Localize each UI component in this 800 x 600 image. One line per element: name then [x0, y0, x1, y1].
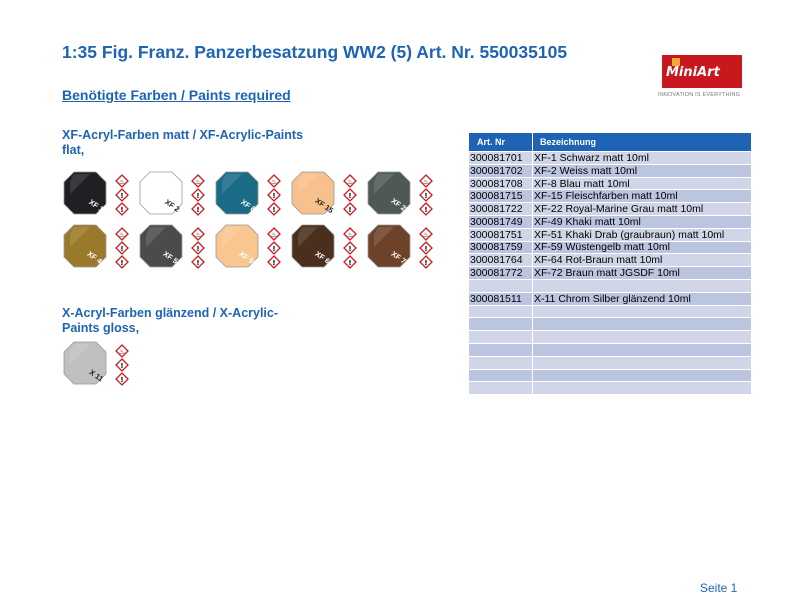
flame-hazard-icon	[420, 175, 432, 187]
bezeichnung-cell: XF-64 Rot-Braun matt 10ml	[534, 254, 663, 267]
art-nr-cell: 300081751	[469, 229, 533, 241]
gloss-paints-heading	[62, 306, 278, 336]
paint-label: XF 2	[163, 197, 182, 214]
bezeichnung-cell: XF-72 Braun matt JGSDF 10ml	[534, 267, 680, 280]
svg-text:♨: ♨	[270, 178, 278, 186]
bezeichnung-cell: XF-8 Blau matt 10ml	[534, 177, 630, 190]
svg-text:!: !	[272, 259, 276, 267]
svg-text:!: !	[348, 206, 352, 214]
flame-hazard-icon	[116, 228, 128, 240]
svg-text:!: !	[196, 245, 200, 253]
table-row	[469, 241, 751, 254]
svg-text:♨: ♨	[194, 178, 202, 186]
paint-label: XF 22	[389, 196, 412, 216]
bezeichnung-cell: XF-51 Khaki Drab (graubraun) matt 10ml	[534, 228, 725, 241]
table-row	[469, 253, 751, 266]
table-row	[469, 189, 751, 202]
flame-hazard-icon	[192, 228, 204, 240]
paint-label: XF 51	[161, 249, 184, 269]
flat-paints-heading	[62, 128, 303, 158]
table-row	[469, 215, 751, 228]
svg-text:!: !	[272, 245, 276, 253]
paint-swatch-graphic	[288, 170, 366, 220]
art-nr-cell: 300081722	[469, 203, 533, 215]
paint-label: XF 1	[87, 197, 106, 214]
svg-text:!: !	[272, 206, 276, 214]
art-nr-cell	[469, 357, 533, 369]
page-number: Seite 1	[700, 581, 738, 595]
table-row	[469, 164, 751, 177]
paint-swatch	[364, 170, 442, 220]
svg-text:!: !	[196, 192, 200, 200]
bezeichnung-cell: XF-15 Fleischfarben matt 10ml	[534, 190, 678, 203]
paint-swatch-graphic	[288, 223, 366, 273]
svg-text:!: !	[120, 245, 124, 253]
art-nr-cell	[469, 370, 533, 382]
flat-heading-line2: flat,	[62, 143, 85, 157]
bezeichnung-cell: XF-1 Schwarz matt 10ml	[534, 151, 649, 164]
health-hazard-icon	[344, 203, 356, 215]
svg-text:♨: ♨	[346, 231, 354, 239]
header-art-nr: Art. Nr	[469, 133, 533, 151]
health-hazard-icon	[344, 256, 356, 268]
paint-label: XF 64	[313, 249, 336, 269]
bezeichnung-cell: X-11 Chrom Silber glänzend 10ml	[534, 292, 691, 305]
svg-text:!: !	[348, 192, 352, 200]
exclamation-hazard-icon	[268, 189, 280, 201]
bezeichnung-cell: XF-2 Weiss matt 10ml	[534, 164, 638, 177]
table-row	[469, 343, 751, 356]
paint-swatch	[136, 170, 214, 220]
paint-swatch-graphic	[212, 170, 290, 220]
svg-text:♨: ♨	[118, 178, 126, 186]
table-row	[469, 292, 751, 305]
svg-text:♨: ♨	[118, 231, 126, 239]
flame-hazard-icon	[344, 175, 356, 187]
paint-swatch	[364, 223, 442, 273]
paint-swatch	[60, 170, 138, 220]
header-bezeichnung: Bezeichnung	[540, 137, 597, 147]
flame-hazard-icon	[192, 175, 204, 187]
paint-swatch-graphic	[136, 170, 214, 220]
svg-text:!: !	[196, 206, 200, 214]
table-row	[469, 317, 751, 330]
bezeichnung-cell: XF-59 Wüstengelb matt 10ml	[534, 241, 670, 254]
svg-text:!: !	[120, 376, 124, 384]
art-nr-cell: 300081764	[469, 254, 533, 266]
svg-text:!: !	[272, 192, 276, 200]
art-nr-cell	[469, 344, 533, 356]
gloss-heading-line1: X-Acryl-Farben glänzend / X-Acrylic-	[62, 306, 279, 320]
svg-text:!: !	[424, 192, 428, 200]
svg-text:!: !	[348, 259, 352, 267]
flat-heading-line1: XF-Acryl-Farben matt / XF-Acrylic-Paints	[62, 128, 304, 142]
health-hazard-icon	[268, 256, 280, 268]
art-nr-cell	[469, 382, 533, 394]
paint-swatch	[60, 223, 138, 273]
paint-swatch	[136, 223, 214, 273]
paint-swatch-graphic	[364, 170, 442, 220]
svg-text:♨: ♨	[346, 178, 354, 186]
table-header	[469, 133, 751, 151]
exclamation-hazard-icon	[344, 242, 356, 254]
svg-text:!: !	[424, 259, 428, 267]
paint-swatch-graphic	[364, 223, 442, 273]
exclamation-hazard-icon	[116, 189, 128, 201]
exclamation-hazard-icon	[116, 359, 128, 371]
paint-label: X 11	[87, 367, 106, 384]
svg-text:♨: ♨	[422, 231, 430, 239]
exclamation-hazard-icon	[420, 242, 432, 254]
art-nr-cell	[469, 331, 533, 343]
flame-hazard-icon	[116, 345, 128, 357]
health-hazard-icon	[116, 373, 128, 385]
paint-label: XF 15	[313, 196, 336, 216]
art-nr-cell	[469, 318, 533, 330]
paint-swatch-graphic	[60, 340, 138, 390]
exclamation-hazard-icon	[420, 189, 432, 201]
exclamation-hazard-icon	[116, 242, 128, 254]
health-hazard-icon	[116, 203, 128, 215]
table-row	[469, 356, 751, 369]
table-row	[469, 266, 751, 279]
page-title: 1:35 Fig. Franz. Panzerbesatzung WW2 (5) Art. Nr. 550035105	[62, 42, 568, 62]
art-nr-cell	[469, 306, 533, 318]
svg-text:♨: ♨	[422, 178, 430, 186]
flame-hazard-icon	[268, 228, 280, 240]
health-hazard-icon	[192, 256, 204, 268]
art-nr-cell: 300081511	[469, 293, 533, 305]
art-nr-cell: 300081749	[469, 216, 533, 228]
paint-label: XF 72	[389, 249, 412, 269]
table-row	[469, 177, 751, 190]
svg-text:!: !	[120, 362, 124, 370]
svg-text:!: !	[348, 245, 352, 253]
table-row	[469, 202, 751, 215]
svg-text:!: !	[424, 206, 428, 214]
svg-text:!: !	[196, 259, 200, 267]
logo-text: MiniArt	[666, 65, 720, 80]
bezeichnung-cell: XF-22 Royal-Marine Grau matt 10ml	[534, 203, 704, 216]
svg-text:♨: ♨	[118, 348, 126, 356]
paint-swatch	[212, 223, 290, 273]
health-hazard-icon	[268, 203, 280, 215]
paint-label: XF 59	[237, 249, 260, 269]
logo-tagline: INNOVATION IS EVERYTHING	[658, 92, 741, 98]
svg-text:!: !	[424, 245, 428, 253]
health-hazard-icon	[192, 203, 204, 215]
art-nr-cell	[469, 280, 533, 292]
paint-swatch	[212, 170, 290, 220]
paint-swatch	[288, 223, 366, 273]
art-nr-cell: 300081715	[469, 190, 533, 202]
paint-label: XF 49	[85, 249, 108, 269]
table-row	[469, 369, 751, 382]
svg-text:!: !	[120, 192, 124, 200]
flame-hazard-icon	[116, 175, 128, 187]
table-row	[469, 151, 751, 164]
bezeichnung-cell: XF-49 Khaki matt 10ml	[534, 215, 641, 228]
paint-swatch	[60, 340, 138, 390]
art-nr-cell: 300081701	[469, 152, 533, 164]
paints-table	[469, 133, 751, 394]
health-hazard-icon	[420, 256, 432, 268]
table-row	[469, 381, 751, 394]
art-nr-cell: 300081772	[469, 267, 533, 279]
exclamation-hazard-icon	[192, 189, 204, 201]
table-row	[469, 228, 751, 241]
paint-swatch-graphic	[60, 223, 138, 273]
exclamation-hazard-icon	[344, 189, 356, 201]
paint-swatch-graphic	[60, 170, 138, 220]
table-body	[469, 151, 751, 394]
paint-swatch-graphic	[212, 223, 290, 273]
art-nr-cell: 300081759	[469, 242, 533, 254]
art-nr-cell: 300081702	[469, 165, 533, 177]
flame-hazard-icon	[420, 228, 432, 240]
table-row	[469, 279, 751, 292]
flame-hazard-icon	[268, 175, 280, 187]
paints-required-heading: Benötigte Farben / Paints required	[62, 87, 291, 103]
paint-swatch-graphic	[136, 223, 214, 273]
gloss-heading-line2: Paints gloss,	[62, 321, 140, 335]
exclamation-hazard-icon	[192, 242, 204, 254]
svg-text:♨: ♨	[270, 231, 278, 239]
paint-label: XF 8	[239, 197, 258, 214]
health-hazard-icon	[116, 256, 128, 268]
svg-text:!: !	[120, 259, 124, 267]
svg-text:!: !	[120, 206, 124, 214]
table-row	[469, 305, 751, 318]
paint-swatch	[288, 170, 366, 220]
exclamation-hazard-icon	[268, 242, 280, 254]
health-hazard-icon	[420, 203, 432, 215]
art-nr-cell: 300081708	[469, 178, 533, 190]
table-row	[469, 330, 751, 343]
flame-hazard-icon	[344, 228, 356, 240]
miniart-logo	[658, 55, 746, 103]
svg-text:♨: ♨	[194, 231, 202, 239]
